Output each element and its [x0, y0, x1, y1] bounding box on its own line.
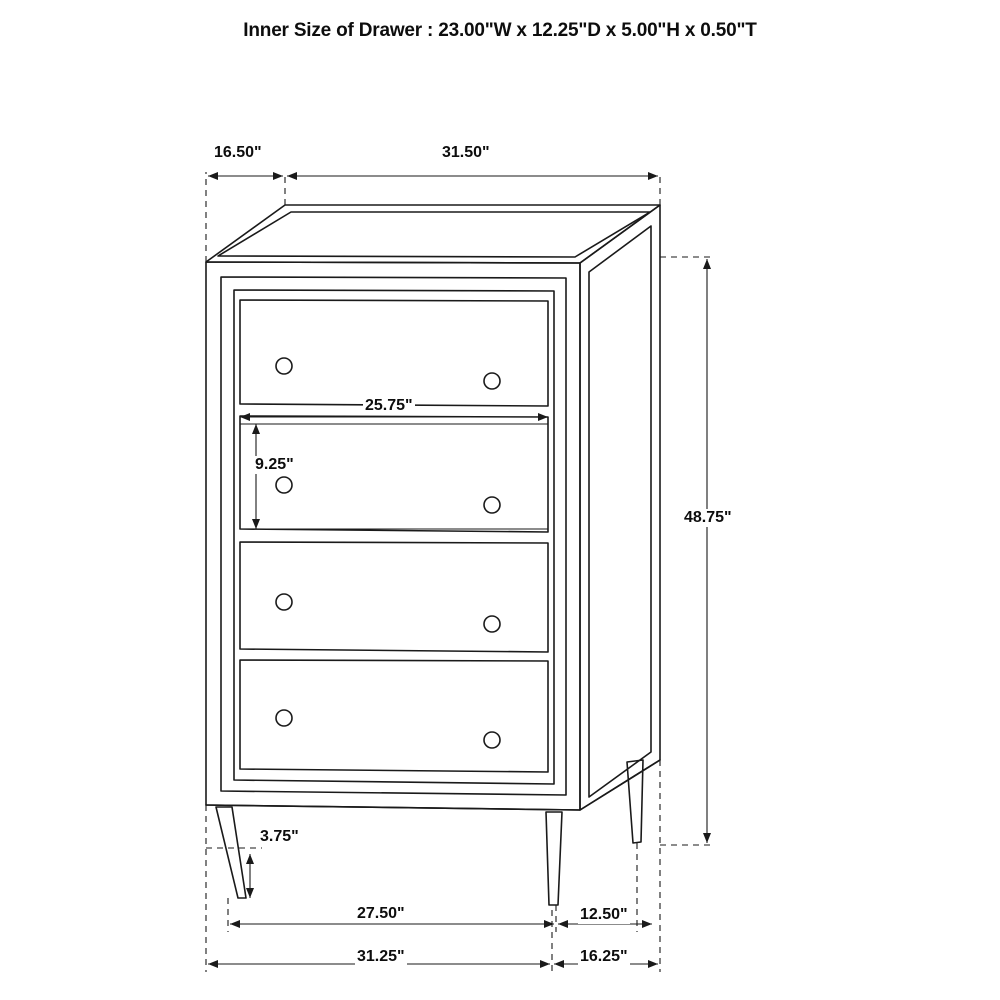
- drawer-3: [240, 542, 548, 652]
- dim-label-leg-height: 3.75": [260, 828, 299, 845]
- dim-label-width-top: 31.50": [442, 144, 490, 161]
- dim-label-leg-span-width: 27.50": [357, 905, 405, 922]
- dim-label-leg-span-depth: 12.50": [580, 906, 628, 923]
- drawer-2: [240, 416, 548, 532]
- dim-label-base-width: 31.25": [357, 948, 405, 965]
- cabinet-front-face: [206, 262, 580, 810]
- drawer-1: [240, 300, 548, 406]
- dim-label-drawer-front-width: 25.75": [365, 397, 413, 414]
- dim-label-depth-top: 16.50": [214, 144, 262, 161]
- cabinet-side-face: [580, 205, 660, 810]
- dim-label-drawer-front-height: 9.25": [255, 456, 294, 473]
- page-title: Inner Size of Drawer : 23.00"W x 12.25"D x 5.00"H x 0.50"T: [243, 20, 757, 41]
- dim-label-base-depth: 16.25": [580, 948, 628, 965]
- dim-label-overall-height: 48.75": [684, 509, 732, 526]
- dimension-lines: [206, 172, 715, 972]
- drawer-4: [240, 660, 548, 772]
